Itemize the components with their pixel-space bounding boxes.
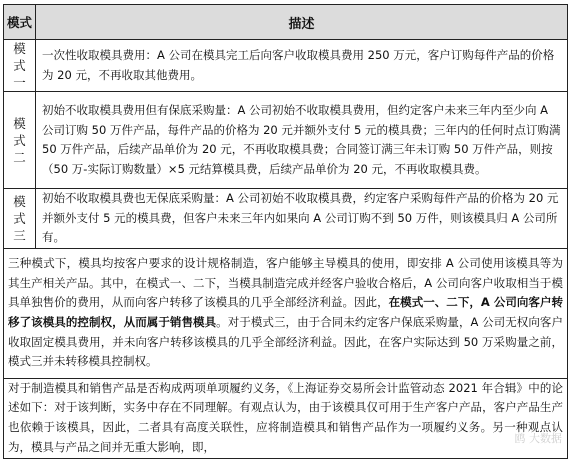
- mode-three-row: [4, 189, 568, 249]
- analysis-bold-conclusion: 在模式一、二下，A 公司向客户转移了该模具的控制权，从而属于销售模具: [8, 295, 564, 329]
- header-description-cell: [36, 5, 568, 40]
- mode-two-description: 初始不收取模具费用但有保底采购量：A 公司初始不收取模具费用，但约定客户未来三年内至少向 A 公司订购 50 万件产品，每件产品的价格为 20 元并额外支付 5 元的模具费；三年内的任何时点订购满 50 万件产品，后续产品单价为 20 元，不再收取模具费；合同签订满三年未订购 50 万件产品，则按（50 万-实际订购数量）×5 元结算模具费，后续产品单价为 20 元，不再收取模具费。: [36, 92, 568, 189]
- mold-modes-table: [3, 4, 568, 459]
- watermark: 鸥 大数据: [514, 432, 562, 445]
- header-mode-cell: [4, 5, 36, 40]
- mode-three-description: 初始不收取模具费也无保底采购量：A 公司初始不收取模具费，约定客户采购每件产品的价格为 20 元并额外支付 5 元的模具费，但客户未来三年内如果向 A 公司订购不到 50 万件，则该模具归 A 公司所有。: [36, 189, 568, 249]
- mode-three-label: 模 式 三: [4, 189, 36, 249]
- analysis-paragraph: 三种模式下，模具均按客户要求的设计规格制造，客户能够主导模具的使用，即安排 A 公司使用该模具等为其生产相关产品。其中，在模式一、二下，当模具制造完成并经客户验收合格后，A 公司向客户收取相当于模具单独售价的费用，从而向客户转移了该模具的几乎全部经济利益。因此，在模式一、二下，A 公司向客户转移了该模具的控制权，从而属于销售模具。对于模式三，由于合同未约定客户保底采购量，A 公司无权向客户收取固定模具费用，并未向客户转移该模具的几乎全部经济利益。因此，在客户实际达到 50 万采购量之前，模式三并未转移模具控制权。: [4, 248, 568, 378]
- footer-paragraph: 对于制造模具和销售产品是否构成两项单项履约义务，《上海证券交易所会计监管动态 2021 年合辑》中的论述如下：对于该判断，实务中存在不同理解。有观点认为，由于该模具仅可用于生产客户产品，客户产品生产也依赖于该模具，因此，二者具有高度关联性，应将制造模具和销售产品作为一项履约义务。另一种观点认为，模具与产品之间并无重大影响，即，: [4, 378, 568, 458]
- table-header-row: [4, 5, 568, 40]
- header-description-label: 描述: [288, 16, 315, 32]
- analysis-row: [4, 248, 568, 378]
- footer-row: [4, 378, 568, 458]
- mode-two-label: 模 式 二: [4, 92, 36, 189]
- header-mode-label: 模式: [6, 14, 32, 30]
- mode-two-row: [4, 92, 568, 189]
- mode-one-row: [4, 40, 568, 92]
- mode-one-label: 模 式 一: [4, 40, 36, 92]
- mode-one-description: 一次性收取模具费用：A 公司在模具完工后向客户收取模具费用 250 万元，客户订购每件产品的价格为 20 元，不再收取其他费用。: [36, 40, 568, 92]
